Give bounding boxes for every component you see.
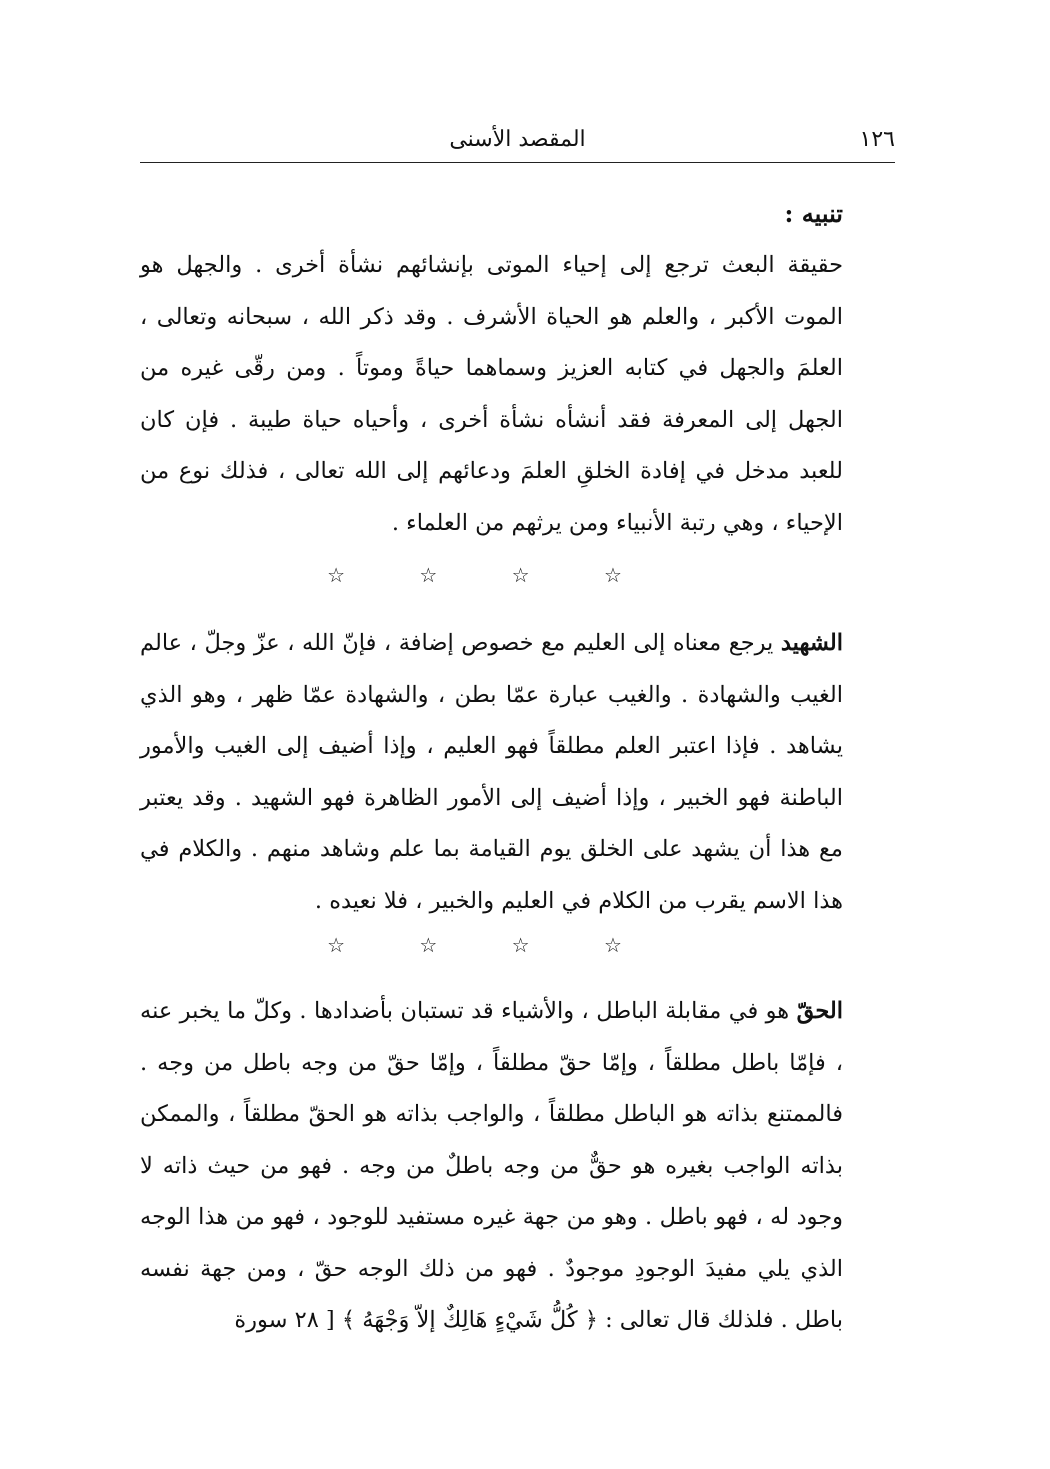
shahid-paragraph [140, 618, 843, 927]
star-separator: ☆ ☆ ☆ ☆ [327, 563, 656, 587]
header-rule [140, 162, 895, 163]
running-title: المقصد الأسنى [449, 127, 586, 152]
running-header [140, 122, 895, 158]
book-page [140, 0, 895, 1469]
haqq-paragraph [140, 986, 843, 1347]
page-number: ١٢٦ [859, 127, 895, 152]
shahid-text: يرجع معناه إلى العليم مع خصوص إضافة ، فإنّ الله ، عزّ وجلّ ، عالم الغيب والشهادة . والغيب عبارة عمّا بطن ، والشهادة عمّا ظهر ، وهو الذي يشاهد . فإذا اعتبر العلم مطلقاً فهو العليم ، وإذا أضيف إلى الغيب والأمور الباطنة فهو الخبير ، وإذا أضيف إلى الأمور الظاهرة فهو الشهيد . وقد يعتبر مع هذا أن يشهد على الخلق يوم القيامة بما علم وشاهد منهم . والكلام في هذا الاسم يقرب من الكلام في العليم والخبير ، فلا نعيده . [140, 630, 843, 914]
star-separator: ☆ ☆ ☆ ☆ [327, 933, 656, 957]
haqq-term: الحقّ [796, 998, 843, 1024]
notice-heading: تنبيه : [784, 199, 843, 228]
shahid-term: الشهيد [780, 630, 843, 656]
haqq-text: هو في مقابلة الباطل ، والأشياء قد تستبان بأضدادها . وكلّ ما يخبر عنه ، فإمّا باطل مطلقاً ، وإمّا حقّ مطلقاً ، وإمّا حقّ من وجه باطل من وجه . فالممتنع بذاته هو الباطل مطلقاً ، والواجب بذاته هو الحقّ مطلقاً ، والممكن بذاته الواجب بغيره هو حقٌّ من وجه باطلٌ من وجه . فهو من حيث ذاته لا وجود له ، فهو باطل . وهو من جهة غيره مستفيد للوجود ، فهو من هذا الوجه الذي يلي مفيدَ الوجودِ موجودٌ . فهو من ذلك الوجه حقّ ، ومن جهة نفسه باطل . فلذلك قال تعالى : ﴿ كُلُّ شَيْءٍ هَالِكٌ إلاّ وَجْهَهُ ﴾ [ ٢٨ سورة [140, 998, 843, 1333]
notice-paragraph: حقيقة البعث ترجع إلى إحياء الموتى بإنشائهم نشأة أخرى . والجهل هو الموت الأكبر ، والعلم هو الحياة الأشرف . وقد ذكر الله ، سبحانه وتعالى ، العلمَ والجهل في كتابه العزيز وسماهما حياةً وموتاً . ومن رقّى غيره من الجهل إلى المعرفة فقد أنشأه نشأة أخرى ، وأحياه حياة طيبة . فإن كان للعبد مدخل في إفادة الخلقِ العلمَ ودعائهم إلى الله تعالى ، فذلك نوع من الإحياء ، وهي رتبة الأنبياء ومن يرثهم من العلماء . [140, 252, 843, 536]
